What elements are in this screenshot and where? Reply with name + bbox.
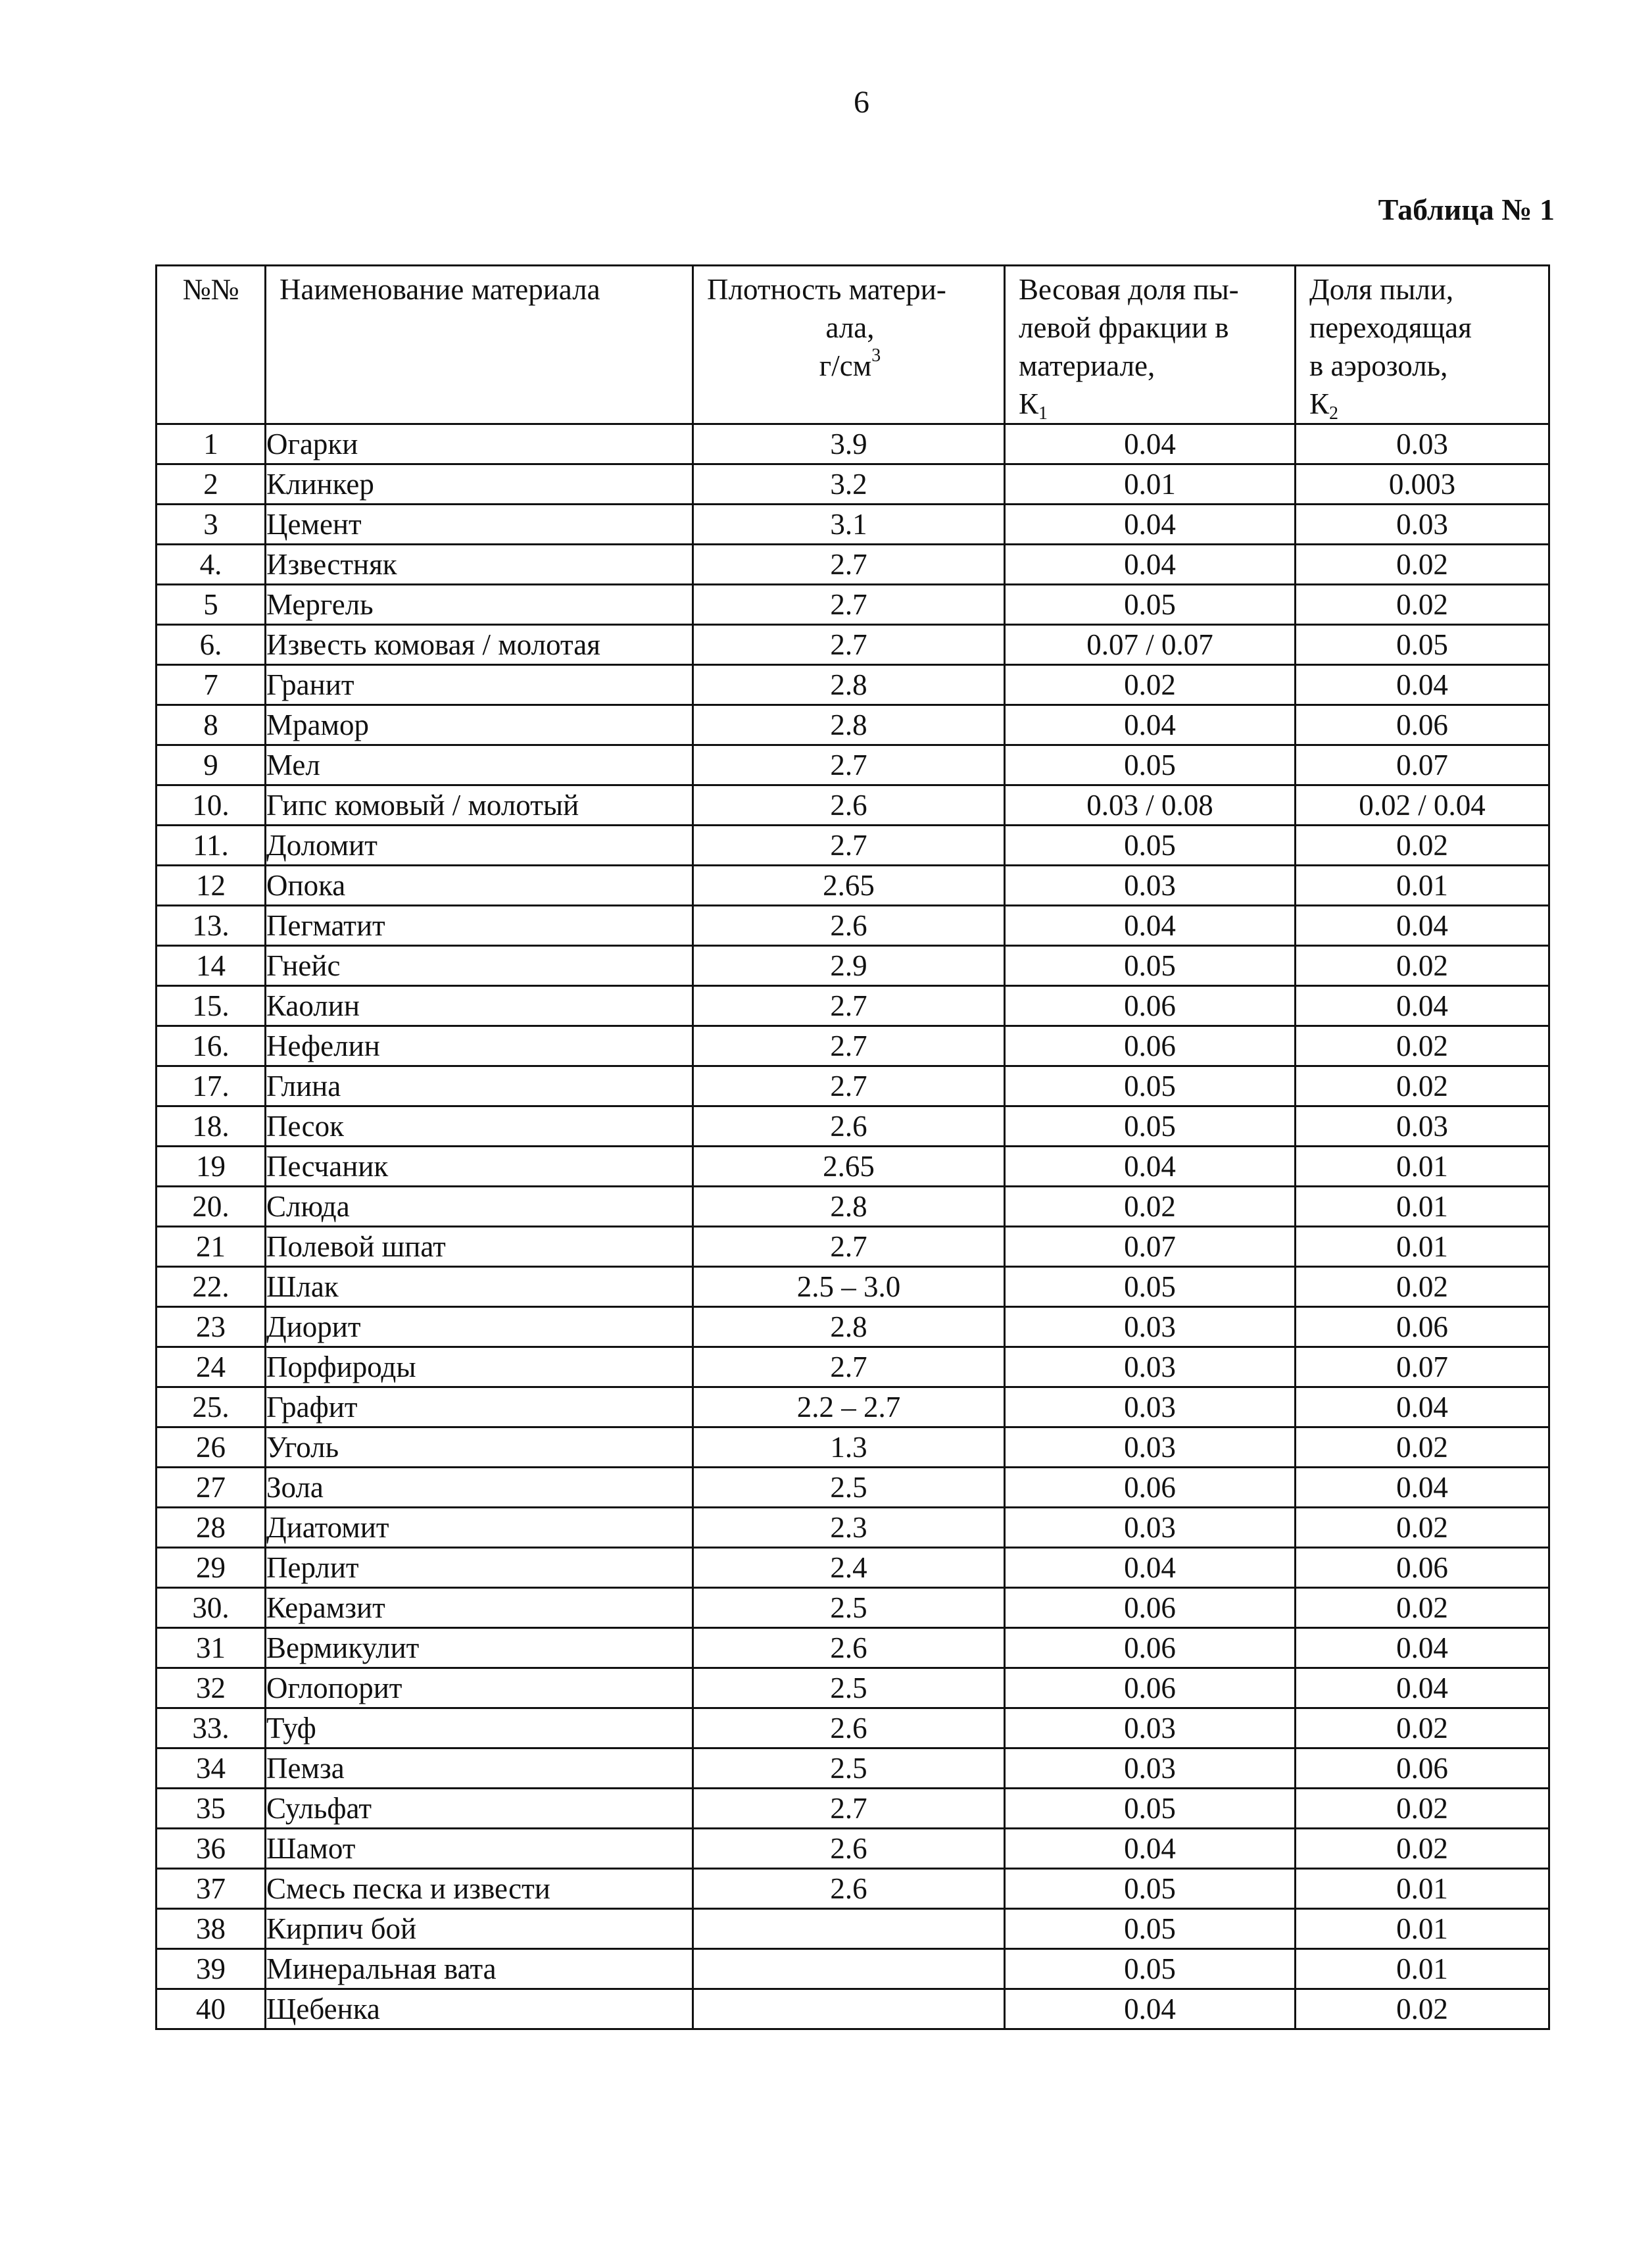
density-value: 2.7 <box>693 625 1005 665</box>
density-value: 2.3 <box>693 1508 1005 1548</box>
k1-value: 0.03 / 0.08 <box>1005 785 1296 826</box>
row-number: 37 <box>157 1869 266 1909</box>
k2-value: 0.04 <box>1296 1628 1549 1668</box>
table-title: Таблица № 1 <box>1378 193 1555 226</box>
k1-value: 0.05 <box>1005 1267 1296 1307</box>
row-number: 35 <box>157 1789 266 1829</box>
table-row <box>157 906 1549 946</box>
k2-value: 0.03 <box>1296 1106 1549 1147</box>
header-k2-symbol: $К_2$ <box>1309 387 1339 424</box>
header-k2-line3: в аэрозоль, <box>1309 349 1448 382</box>
k1-value: 0.06 <box>1005 1668 1296 1708</box>
row-number: 1 <box>157 424 266 464</box>
row-number: 17. <box>157 1066 266 1106</box>
material-name: Диорит <box>266 1307 693 1347</box>
k1-value: 0.03 <box>1005 1347 1296 1387</box>
density-value: 2.6 <box>693 1708 1005 1748</box>
k2-value: 0.02 / 0.04 <box>1296 785 1549 826</box>
material-name: Графит <box>266 1387 693 1427</box>
k1-value: 0.05 <box>1005 1949 1296 1989</box>
row-number: 40 <box>157 1989 266 2029</box>
table-row <box>157 1468 1549 1508</box>
table-row <box>157 986 1549 1026</box>
table-row <box>157 705 1549 745</box>
row-number: 4. <box>157 545 266 585</box>
table-row <box>157 1748 1549 1789</box>
k1-value: 0.05 <box>1005 1106 1296 1147</box>
k2-value: 0.02 <box>1296 1989 1549 2029</box>
density-value: 2.7 <box>693 1026 1005 1066</box>
k1-value: 0.04 <box>1005 505 1296 545</box>
header-k2 <box>1296 266 1549 424</box>
row-number: 12 <box>157 866 266 906</box>
k2-value: 0.02 <box>1296 545 1549 585</box>
density-value: 2.7 <box>693 1227 1005 1267</box>
row-number: 26 <box>157 1427 266 1468</box>
k2-value: 0.02 <box>1296 1427 1549 1468</box>
material-name: Вермикулит <box>266 1628 693 1668</box>
k1-value: 0.06 <box>1005 1026 1296 1066</box>
row-number: 33. <box>157 1708 266 1748</box>
k2-value: 0.03 <box>1296 505 1549 545</box>
k1-value: 0.06 <box>1005 986 1296 1026</box>
k1-value: 0.06 <box>1005 1588 1296 1628</box>
density-value: 2.6 <box>693 1628 1005 1668</box>
table-row <box>157 1267 1549 1307</box>
table-body <box>157 424 1549 2029</box>
material-name: Туф <box>266 1708 693 1748</box>
k1-value: 0.06 <box>1005 1468 1296 1508</box>
table-row <box>157 665 1549 705</box>
k1-value: 0.04 <box>1005 705 1296 745</box>
header-material-name: Наименование материала <box>266 266 693 424</box>
header-k1-line2: левой фракции в <box>1019 311 1229 344</box>
material-name: Гранит <box>266 665 693 705</box>
k2-value: 0.02 <box>1296 1708 1549 1748</box>
table-row <box>157 946 1549 986</box>
table-row <box>157 1347 1549 1387</box>
k2-value: 0.02 <box>1296 946 1549 986</box>
k1-value: 0.03 <box>1005 1307 1296 1347</box>
table-header <box>157 266 1549 424</box>
k2-value: 0.02 <box>1296 585 1549 625</box>
k2-value: 0.03 <box>1296 424 1549 464</box>
k2-value: 0.01 <box>1296 1949 1549 1989</box>
row-number: 11. <box>157 826 266 866</box>
density-value: 3.9 <box>693 424 1005 464</box>
density-value: 2.5 – 3.0 <box>693 1267 1005 1307</box>
table-row <box>157 1628 1549 1668</box>
density-value: 2.65 <box>693 1147 1005 1187</box>
density-value: 3.2 <box>693 464 1005 505</box>
density-value: 2.7 <box>693 745 1005 785</box>
table-row <box>157 826 1549 866</box>
k1-value: 0.03 <box>1005 1387 1296 1427</box>
k2-value: 0.02 <box>1296 1066 1549 1106</box>
table-row <box>157 1829 1549 1869</box>
k2-value: 0.02 <box>1296 1789 1549 1829</box>
density-value: 2.5 <box>693 1588 1005 1628</box>
row-number: 38 <box>157 1909 266 1949</box>
material-name: Песок <box>266 1106 693 1147</box>
k1-value: 0.03 <box>1005 1508 1296 1548</box>
row-number: 10. <box>157 785 266 826</box>
table-row <box>157 424 1549 464</box>
density-value: 2.5 <box>693 1468 1005 1508</box>
density-value: 2.6 <box>693 1106 1005 1147</box>
materials-table <box>155 264 1550 2030</box>
density-value <box>693 1949 1005 1989</box>
row-number: 28 <box>157 1508 266 1548</box>
row-number: 2 <box>157 464 266 505</box>
k1-value: 0.07 / 0.07 <box>1005 625 1296 665</box>
k1-value: 0.02 <box>1005 665 1296 705</box>
table-row <box>157 1989 1549 2029</box>
row-number: 14 <box>157 946 266 986</box>
density-value: 2.7 <box>693 826 1005 866</box>
density-value: 3.1 <box>693 505 1005 545</box>
k1-value: 0.06 <box>1005 1628 1296 1668</box>
k1-value: 0.05 <box>1005 1909 1296 1949</box>
k2-value: 0.01 <box>1296 1869 1549 1909</box>
material-name: Известняк <box>266 545 693 585</box>
material-name: Оглопорит <box>266 1668 693 1708</box>
density-value: 2.2 – 2.7 <box>693 1387 1005 1427</box>
table-row <box>157 585 1549 625</box>
k1-value: 0.04 <box>1005 1548 1296 1588</box>
k2-value: 0.01 <box>1296 866 1549 906</box>
k1-value: 0.05 <box>1005 826 1296 866</box>
header-density <box>693 266 1005 424</box>
table-row <box>157 1387 1549 1427</box>
row-number: 7 <box>157 665 266 705</box>
material-name: Керамзит <box>266 1588 693 1628</box>
row-number: 19 <box>157 1147 266 1187</box>
header-density-line2: ала, <box>825 311 875 344</box>
k2-value: 0.02 <box>1296 1267 1549 1307</box>
table-row <box>157 745 1549 785</box>
density-value: 1.3 <box>693 1427 1005 1468</box>
material-name: Глина <box>266 1066 693 1106</box>
density-value: 2.5 <box>693 1748 1005 1789</box>
k1-value: 0.02 <box>1005 1187 1296 1227</box>
k1-value: 0.05 <box>1005 1789 1296 1829</box>
k1-value: 0.05 <box>1005 1869 1296 1909</box>
table-row <box>157 1668 1549 1708</box>
row-number: 30. <box>157 1588 266 1628</box>
material-name: Огарки <box>266 424 693 464</box>
table-row <box>157 1949 1549 1989</box>
header-k2-sub: 2 <box>1329 403 1339 424</box>
table-row <box>157 1066 1549 1106</box>
material-name: Цемент <box>266 505 693 545</box>
k2-value: 0.04 <box>1296 1468 1549 1508</box>
material-name: Мрамор <box>266 705 693 745</box>
k1-value: 0.04 <box>1005 424 1296 464</box>
k2-value: 0.06 <box>1296 705 1549 745</box>
k2-value: 0.01 <box>1296 1187 1549 1227</box>
k2-value: 0.06 <box>1296 1548 1549 1588</box>
header-k1-line3: материале, <box>1019 349 1155 382</box>
k2-value: 0.06 <box>1296 1748 1549 1789</box>
material-name: Порфироды <box>266 1347 693 1387</box>
density-value: 2.6 <box>693 785 1005 826</box>
k2-value: 0.02 <box>1296 1588 1549 1628</box>
density-value: 2.7 <box>693 1789 1005 1829</box>
row-number: 29 <box>157 1548 266 1588</box>
material-name: Известь комовая / молотая <box>266 625 693 665</box>
k1-value: 0.04 <box>1005 1829 1296 1869</box>
table-row <box>157 464 1549 505</box>
density-value: 2.8 <box>693 1307 1005 1347</box>
k2-value: 0.04 <box>1296 906 1549 946</box>
table-row <box>157 1187 1549 1227</box>
k2-value: 0.05 <box>1296 625 1549 665</box>
k1-value: 0.04 <box>1005 545 1296 585</box>
material-name: Гипс комовый / молотый <box>266 785 693 826</box>
header-k1 <box>1005 266 1296 424</box>
material-name: Зола <box>266 1468 693 1508</box>
k1-value: 0.01 <box>1005 464 1296 505</box>
material-name: Шлак <box>266 1267 693 1307</box>
density-value <box>693 1989 1005 2029</box>
material-name: Полевой шпат <box>266 1227 693 1267</box>
header-row <box>157 266 1549 424</box>
k1-value: 0.07 <box>1005 1227 1296 1267</box>
table-row <box>157 1026 1549 1066</box>
k1-value: 0.03 <box>1005 1708 1296 1748</box>
material-name: Кирпич бой <box>266 1909 693 1949</box>
table-row <box>157 1789 1549 1829</box>
row-number: 20. <box>157 1187 266 1227</box>
density-value: 2.6 <box>693 906 1005 946</box>
k1-value: 0.05 <box>1005 1066 1296 1106</box>
k2-value: 0.01 <box>1296 1227 1549 1267</box>
row-number: 34 <box>157 1748 266 1789</box>
table-row <box>157 625 1549 665</box>
density-value: 2.7 <box>693 1066 1005 1106</box>
table-row <box>157 1548 1549 1588</box>
density-value: 2.8 <box>693 665 1005 705</box>
table-row <box>157 1227 1549 1267</box>
material-name: Опока <box>266 866 693 906</box>
material-name: Клинкер <box>266 464 693 505</box>
k1-value: 0.04 <box>1005 1989 1296 2029</box>
k2-value: 0.01 <box>1296 1909 1549 1949</box>
row-number: 23 <box>157 1307 266 1347</box>
k2-value: 0.01 <box>1296 1147 1549 1187</box>
row-number: 21 <box>157 1227 266 1267</box>
header-density-line1: Плотность матери- <box>707 273 946 306</box>
table-row <box>157 1708 1549 1748</box>
row-number: 15. <box>157 986 266 1026</box>
header-number: №№ <box>157 266 266 424</box>
density-value: 2.8 <box>693 705 1005 745</box>
row-number: 8 <box>157 705 266 745</box>
row-number: 36 <box>157 1829 266 1869</box>
material-name: Диатомит <box>266 1508 693 1548</box>
header-k2-line2: переходящая <box>1309 311 1472 344</box>
density-value <box>693 1909 1005 1949</box>
material-name: Мел <box>266 745 693 785</box>
table-row <box>157 1427 1549 1468</box>
row-number: 16. <box>157 1026 266 1066</box>
density-value: 2.7 <box>693 1347 1005 1387</box>
table-row <box>157 545 1549 585</box>
header-k1-sub: 1 <box>1038 403 1048 424</box>
density-value: 2.7 <box>693 545 1005 585</box>
material-name: Мергель <box>266 585 693 625</box>
k2-value: 0.04 <box>1296 986 1549 1026</box>
material-name: Слюда <box>266 1187 693 1227</box>
k1-value: 0.03 <box>1005 1427 1296 1468</box>
density-value: 2.4 <box>693 1548 1005 1588</box>
material-name: Нефелин <box>266 1026 693 1066</box>
k1-value: 0.03 <box>1005 1748 1296 1789</box>
material-name: Сульфат <box>266 1789 693 1829</box>
table-row <box>157 1508 1549 1548</box>
row-number: 5 <box>157 585 266 625</box>
row-number: 39 <box>157 1949 266 1989</box>
row-number: 32 <box>157 1668 266 1708</box>
material-name: Шамот <box>266 1829 693 1869</box>
header-k2-line1: Доля пыли, <box>1309 273 1454 306</box>
header-k1-line1: Весовая доля пы- <box>1019 273 1239 306</box>
table-row <box>157 1869 1549 1909</box>
k1-value: 0.05 <box>1005 745 1296 785</box>
row-number: 27 <box>157 1468 266 1508</box>
row-number: 9 <box>157 745 266 785</box>
table-row <box>157 1307 1549 1347</box>
material-name: Щебенка <box>266 1989 693 2029</box>
row-number: 6. <box>157 625 266 665</box>
material-name: Каолин <box>266 986 693 1026</box>
material-name: Доломит <box>266 826 693 866</box>
material-name: Минеральная вата <box>266 1949 693 1989</box>
k2-value: 0.06 <box>1296 1307 1549 1347</box>
density-value: 2.6 <box>693 1869 1005 1909</box>
k2-value: 0.04 <box>1296 1387 1549 1427</box>
table-row <box>157 505 1549 545</box>
density-value: 2.7 <box>693 986 1005 1026</box>
row-number: 22. <box>157 1267 266 1307</box>
table-row <box>157 1147 1549 1187</box>
row-number: 25. <box>157 1387 266 1427</box>
row-number: 31 <box>157 1628 266 1668</box>
page-number: 6 <box>854 85 869 120</box>
material-name: Гнейс <box>266 946 693 986</box>
k1-value: 0.05 <box>1005 585 1296 625</box>
k2-value: 0.04 <box>1296 1668 1549 1708</box>
k2-value: 0.07 <box>1296 745 1549 785</box>
material-name: Песчаник <box>266 1147 693 1187</box>
table-row <box>157 1588 1549 1628</box>
density-value: 2.65 <box>693 866 1005 906</box>
table-row <box>157 866 1549 906</box>
density-value: 2.9 <box>693 946 1005 986</box>
row-number: 13. <box>157 906 266 946</box>
density-value: 2.6 <box>693 1829 1005 1869</box>
k1-value: 0.04 <box>1005 906 1296 946</box>
material-name: Перлит <box>266 1548 693 1588</box>
table-row <box>157 785 1549 826</box>
material-name: Пегматит <box>266 906 693 946</box>
k2-value: 0.02 <box>1296 1829 1549 1869</box>
density-value: 2.5 <box>693 1668 1005 1708</box>
material-name: Пемза <box>266 1748 693 1789</box>
k2-value: 0.003 <box>1296 464 1549 505</box>
material-name: Уголь <box>266 1427 693 1468</box>
row-number: 3 <box>157 505 266 545</box>
k1-value: 0.05 <box>1005 946 1296 986</box>
header-k1-symbol: $К_1$ <box>1019 387 1048 424</box>
k2-value: 0.04 <box>1296 665 1549 705</box>
material-name: Смесь песка и извести <box>266 1869 693 1909</box>
density-value: 2.7 <box>693 585 1005 625</box>
header-density-sup: 3 <box>871 345 881 366</box>
k2-value: 0.02 <box>1296 1026 1549 1066</box>
k1-value: 0.04 <box>1005 1147 1296 1187</box>
table-row <box>157 1909 1549 1949</box>
table-row <box>157 1106 1549 1147</box>
header-density-unit: $г/см^3$ <box>819 345 881 382</box>
k1-value: 0.03 <box>1005 866 1296 906</box>
k2-value: 0.07 <box>1296 1347 1549 1387</box>
k2-value: 0.02 <box>1296 1508 1549 1548</box>
row-number: 18. <box>157 1106 266 1147</box>
row-number: 24 <box>157 1347 266 1387</box>
density-value: 2.8 <box>693 1187 1005 1227</box>
k2-value: 0.02 <box>1296 826 1549 866</box>
